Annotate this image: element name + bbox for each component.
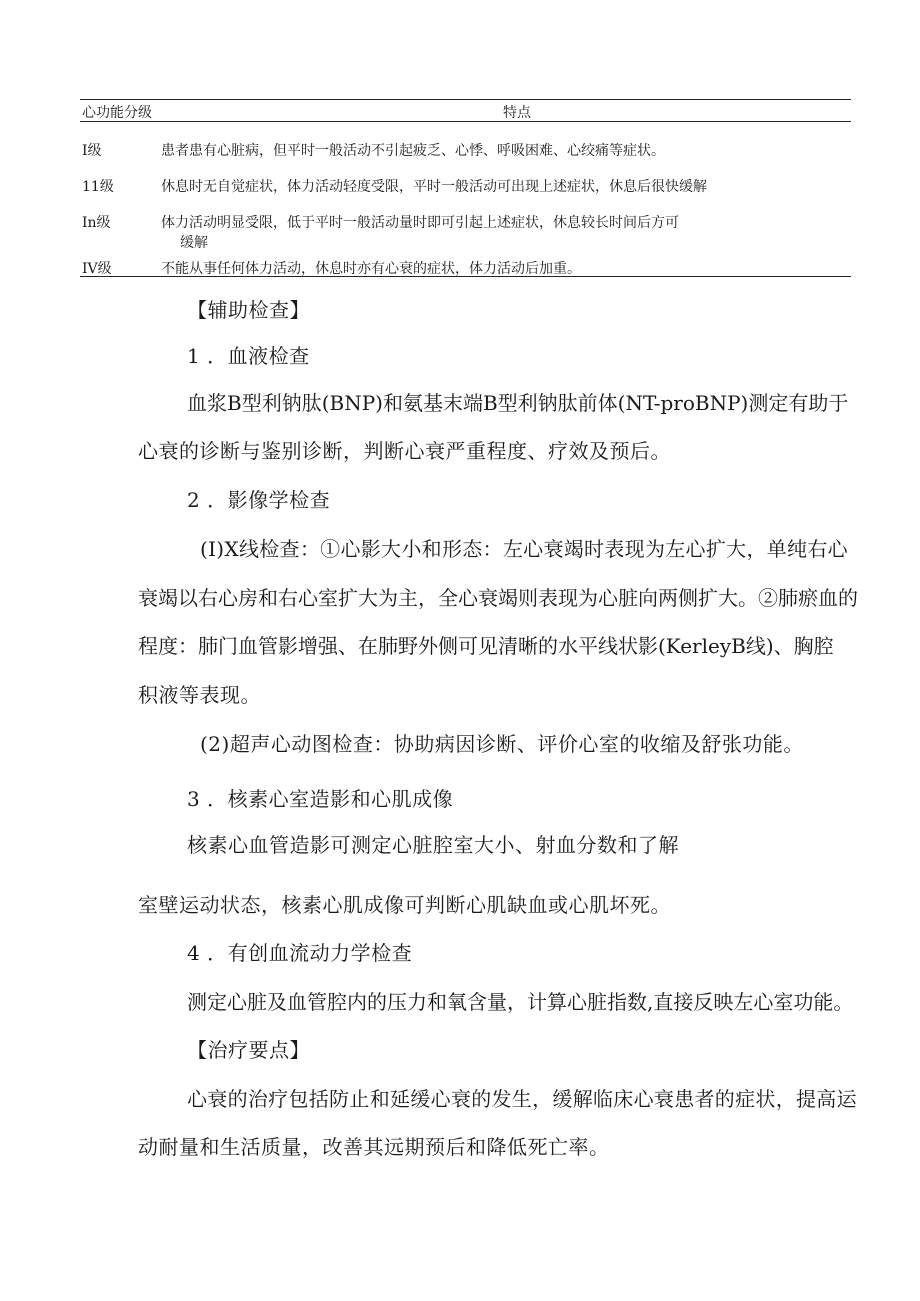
- row-desc: 休息时无自觉症状，体力活动轻度受限，平时一般活动可出现上述症状，休息后很快缓解: [161, 179, 707, 195]
- paragraph-line: 室壁运动状态，核素心肌成像可判断心肌缺血或心肌坏死。: [138, 893, 671, 917]
- row-desc: 不能从事任何体力活动，休息时亦有心衰的症状，体力活动后加重。: [161, 261, 581, 277]
- row-desc-continued: 缓解: [180, 235, 208, 251]
- table-header-rule: [80, 121, 851, 122]
- table-top-rule: [80, 99, 851, 100]
- table-bottom-rule: [80, 276, 851, 277]
- header-features: 特点: [503, 105, 531, 121]
- paragraph-line: (2)超声心动图检查：协助病因诊断、评价心室的收缩及舒张功能。: [200, 732, 804, 756]
- invasive-heading: 4 ．有创血流动力学检查: [187, 941, 413, 965]
- paragraph-line: 心衰的治疗包括防止和延缓心衰的发生，缓解临床心衰患者的症状，提高运: [187, 1087, 857, 1111]
- paragraph-line: (I)X线检查：①心影大小和形态：左心衰竭时表现为左心扩大，单纯右心: [200, 537, 848, 561]
- paragraph-line: 心衰的诊断与鉴别诊断，判断心衰严重程度、疗效及预后。: [138, 439, 671, 463]
- aux-heading: 【辅助检查】: [187, 298, 310, 322]
- nuclear-heading: 3 ．核素心室造影和心肌成像: [187, 787, 454, 811]
- paragraph-line: 核素心血管造影可测定心脏腔室大小、射血分数和了解: [187, 833, 679, 857]
- paragraph-line: 程度：肺门血管影增强、在肺野外侧可见清晰的水平线状影(KerleyB线)、胸腔: [138, 634, 834, 658]
- row-desc: 患者患有心脏病，但平时一般活动不引起疲乏、心悸、呼吸困难、心绞痛等症状。: [161, 143, 665, 159]
- row-grade: 11级: [82, 179, 114, 195]
- row-grade: IV级: [82, 261, 112, 277]
- treatment-heading: 【治疗要点】: [187, 1038, 310, 1062]
- paragraph-line: 动耐量和生活质量，改善其远期预后和降低死亡率。: [138, 1135, 610, 1159]
- row-grade: In级: [82, 215, 111, 231]
- imaging-heading: 2 ．影像学检查: [187, 488, 331, 512]
- paragraph-line: 积液等表现。: [138, 683, 261, 707]
- header-grade: 心功能分级: [82, 105, 152, 121]
- blood-heading: 1 ．血液检查: [187, 344, 310, 368]
- paragraph-line: 血浆B型利钠肽(BNP)和氨基末端B型利钠肽前体(NT-proBNP)测定有助于: [187, 391, 849, 415]
- paragraph-line: 测定心脏及血管腔内的压力和氧含量，计算心脏指数,直接反映左心室功能。: [187, 990, 854, 1014]
- row-grade: I级: [82, 143, 102, 159]
- paragraph-line: 衰竭以右心房和右心室扩大为主，全心衰竭则表现为心脏向两侧扩大。②肺瘀血的: [138, 586, 858, 610]
- row-desc: 体力活动明显受限，低于平时一般活动量时即可引起上述症状，休息较长时间后方可: [161, 215, 679, 231]
